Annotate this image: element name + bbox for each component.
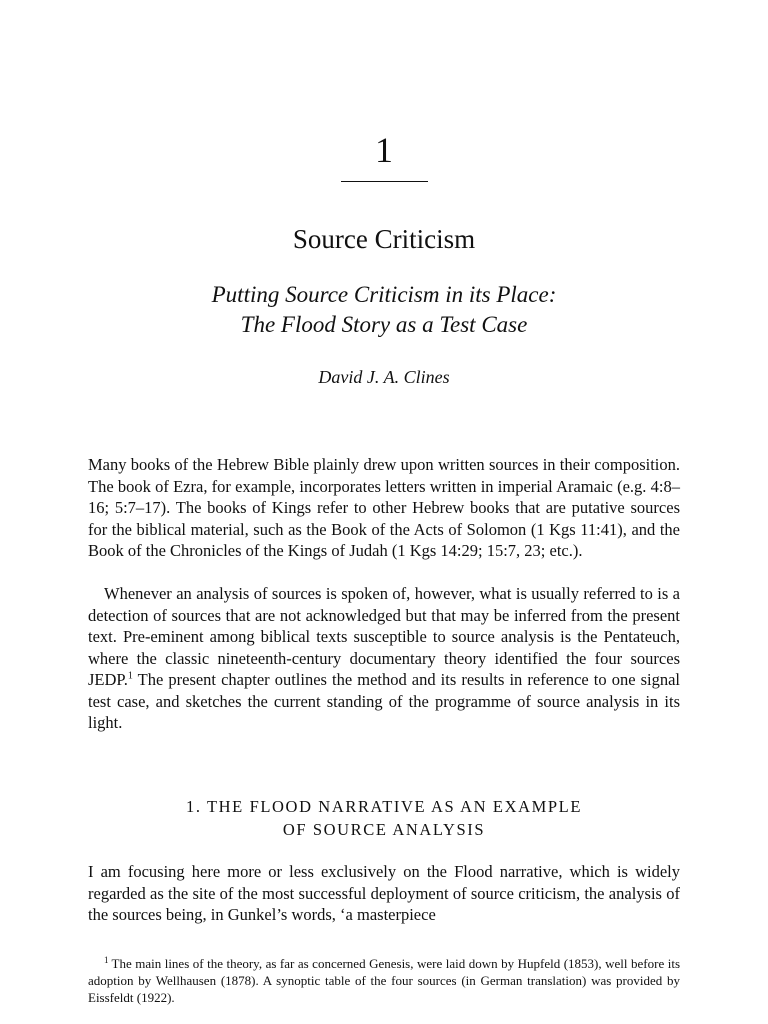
paragraph-3: I am focusing here more or less exclusively on the Flood narrative, which is widely regarded as the site of the most successful deployment of source criticism, the analysis of the sources being, in Gunkel’s words, ‘a masterpiece <box>88 862 680 924</box>
paragraph-2-text-end: The present chapter outlines the method and its results in reference to one signal test case, and sketches the current standing of the programme of source analysis in its light. <box>88 670 680 732</box>
section-heading-line-1: 1. THE FLOOD NARRATIVE AS AN EXAMPLE <box>185 797 583 816</box>
subtitle-line-2: The Flood Story as a Test Case <box>240 312 528 337</box>
chapter-rule <box>341 181 428 182</box>
footnote-marker: 1 <box>104 954 109 965</box>
chapter-title: Source Criticism <box>292 224 476 254</box>
chapter-number: 1 <box>375 130 393 170</box>
author-name: David J. A. Clines <box>318 367 450 387</box>
section-heading <box>0 795 768 841</box>
paragraph-2 <box>88 583 680 734</box>
footnote-text: The main lines of the theory, as far as concerned Genesis, were laid down by Hupfeld (1853), well before its adoption by Wellhausen (1878). A synoptic table of the four sources (in German translation) was provided by Eissfeldt (1922). <box>88 956 680 1005</box>
footnote-reference[interactable]: 1 <box>127 670 133 682</box>
paragraph-2-text-start: Whenever an analysis of sources is spoken of, however, what is usually referred to is a detection of sources that are not acknowledged but that may be inferred from the present text. Pre-eminent among biblical texts susceptible to source analysis is the Pentateuch, where the classic nineteenth-century documentary theory identified the four sources JEDP. <box>88 584 680 689</box>
footnote <box>88 955 680 1006</box>
chapter-subtitle <box>0 280 768 340</box>
subtitle-line-1: Putting Source Criticism in its Place: <box>211 282 557 307</box>
paragraph-1: Many books of the Hebrew Bible plainly drew upon written sources in their composition. The book of Ezra, for example, incorporates letters written in imperial Aramaic (e.g. 4:8–16; 5:7–17). The books of Kings refer to other Hebrew books that are putative sources for the biblical material, such as the Book of the Acts of Solomon (1 Kgs 11:41), and the Book of the Chronicles of the Kings of Judah (1 Kgs 14:29; 15:7, 23; etc.). <box>88 455 680 560</box>
section-heading-line-2: OF SOURCE ANALYSIS <box>282 820 486 839</box>
